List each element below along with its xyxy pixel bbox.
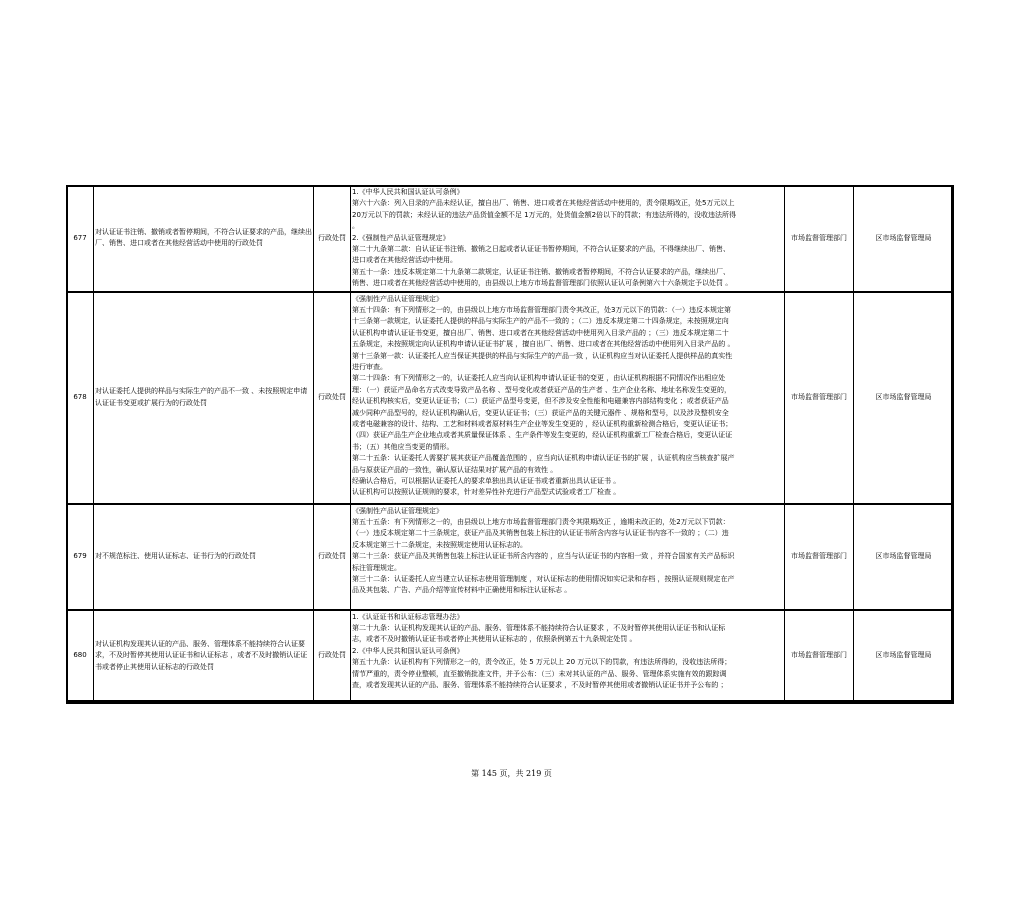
basis-line: 十三条第一款规定，认证委托人提供的样品与实际生产的产品不一致的 ；（二）违反本规定第二十四条规定，未按照规定向 <box>352 317 729 326</box>
basis-line: 志，或者不及时撤销认证证书或者停止其使用认证标志的 ，依照条例第五十九条规定处罚 。 <box>352 635 637 644</box>
basis-line: 标注管理规定。 <box>352 563 401 572</box>
basis-line: 第二十四条：有下列情形之一的，认证委托人应当向认证机构申请认证证书的变更 ，由认证机构根据不同情况作出相应处 <box>352 374 726 383</box>
basis-line: （一）违反本规定第二十三条规定，获证产品及其销售包装上标注的认证证书所含内容与认证证书内容不一致的 ；（二）违 <box>352 529 729 538</box>
basis-line: 反本规定第三十二条规定，未按照规定使用认证标志的。 <box>352 540 527 549</box>
category-cell: 行政处罚 <box>314 504 351 610</box>
category-cell: 行政处罚 <box>314 292 351 504</box>
item-number: 678 <box>67 292 94 504</box>
basis-line: 1.《认证证书和认证标志管理办法》 <box>352 612 464 621</box>
basis-line: 第十三条第一款：认证委托人应当保证其提供的样品与实际生产的产品一致 ，认证机构应当对认证委托人提供样品的真实性 <box>352 351 733 360</box>
basis-line: 五条规定，未按照规定向认证机构申请认证证书扩展 ，擅自出厂、销售、进口或者在其他经营活动中使用列入目录产品的 。 <box>352 340 735 349</box>
table-row <box>67 292 954 504</box>
basis-line: 第五十五条：有下列情形之一的，由县级以上地方市场监督管理部门责令其限期改正 ，逾期未改正的，处2万元以下罚款： <box>352 517 730 526</box>
table-row <box>67 186 954 292</box>
page-footer: 第 145 页，共 219 页 <box>471 769 552 778</box>
item-number: 679 <box>67 504 94 610</box>
basis-line: 2.《强制性产品认证管理规定》 <box>352 233 450 242</box>
regulation-table <box>66 185 954 704</box>
legal-basis <box>351 504 785 610</box>
level-cell: 区市场监督管理局 <box>854 610 954 703</box>
basis-line: 认证机构可以按照认证规则的要求，针对差异性补充进行产品型式试验或者工厂检查 。 <box>352 488 621 497</box>
department-cell: 市场监督管理部门 <box>785 504 854 610</box>
department-cell: 市场监督管理部门 <box>785 292 854 504</box>
basis-line: 理：（一）获证产品命名方式改变导致产品名称 、型号变化或者获证产品的生产者 、生产企业名称、地址名称发生变更的， <box>352 385 731 394</box>
legal-basis <box>351 610 785 703</box>
basis-line: 进口或者在其他经营活动中使用。 <box>352 256 457 265</box>
category-cell: 行政处罚 <box>314 186 351 292</box>
basis-line: 《强制性产品认证管理规定》 <box>352 294 443 303</box>
basis-line: 认证机构申请认证证书变更，擅自出厂、销售、进口或者在其他经营活动中使用列入目录产品的 ；（三）违反本规定第二十 <box>352 328 729 337</box>
basis-line: 书；（五）其他应当变更的情形。 <box>352 442 454 451</box>
basis-line: 情节严重的，责令停业整顿，直至撤销批准文件，并予公布：（三）未对其认证的产品、服务、管理体系实施有效的跟踪调 <box>352 669 727 678</box>
level-cell: 区市场监督管理局 <box>854 504 954 610</box>
basis-line: 品及其包装、广告、产品介绍等宣传材料中正确使用和标注认证标志 。 <box>352 586 572 595</box>
department-cell: 市场监督管理部门 <box>785 610 854 703</box>
legal-basis <box>351 186 785 292</box>
basis-line: 第二十五条：认证委托人需要扩展其获证产品覆盖范围的 ，应当向认证机构申请认证证书的扩展 ，认证机构应当核查扩展产 <box>352 454 735 463</box>
basis-line: 品与原获证产品的一致性，确认原认证结果对扩展产品的有效性 。 <box>352 465 558 474</box>
basis-line: 第五十一条：违反本规定第二十九条第二款规定，认证证书注销、撤销或者暂停期间，不符合认证要求的产品，继续出厂、 <box>352 267 730 276</box>
level-cell: 区市场监督管理局 <box>854 186 954 292</box>
basis-line: 经确认合格后，可以根据认证委托人的要求单独出具认证证书或者重新出具认证证书 。 <box>352 477 621 485</box>
basis-line: 第六十六条：列入目录的产品未经认证，擅自出厂、销售、进口或者在其他经营活动中使用的，责令限期改正，处5万元以上 <box>352 199 735 208</box>
table-row <box>67 504 954 610</box>
table-body <box>67 186 954 703</box>
matter-name: 对认证委托人提供的样品与实际生产的产品不一致 、未按照规定申请认证证书变更或扩展行为的行政处罚 <box>94 292 314 504</box>
legal-basis <box>351 292 785 504</box>
basis-line: 第五十四条：有下列情形之一的，由县级以上地方市场监督管理部门责令其改正，处3万元以下的罚款：（一）违反本规定第 <box>352 305 731 314</box>
basis-line: 第二十三条：获证产品及其销售包装上标注认证证书所含内容的 ，应当与认证证书的内容相一致 ，并符合国家有关产品标识 <box>352 552 735 561</box>
basis-line: 减少同种产品型号的，经认证机构确认后，变更认证证书；（三）获证产品的关键元器件 、规格和型号，以及涉及整机安全 <box>352 408 729 417</box>
basis-line: 第五十九条：认证机构有下列情形之一的，责令改正，处 5 万元以上 20 万元以下的罚款，有违法所得的，没收违法所得； <box>352 658 732 667</box>
matter-name: 对认证证书注销、撤销或者暂停期间，不符合认证要求的产品，继续出厂、销售、进口或者在其他经营活动中使用的行政处罚 <box>94 186 314 292</box>
basis-line: 第二十九条：认证机构发现其认证的产品、服务、管理体系不能持续符合认证要求 ，不及时暂停其使用认证证书和认证标 <box>352 623 726 632</box>
basis-line: 销售、进口或者在其他经营活动中使用的，由县级以上地方市场监督管理部门依照认证认可条例第六十六条规定予以处罚 。 <box>352 279 733 288</box>
basis-line: 或者电磁兼容的设计、结构、工艺和材料或者原材料生产企业等发生变更的 ，经认证机构重新检测合格后，变更认证证书； <box>352 419 733 428</box>
matter-name: 对认证机构发现其认证的产品、服务、管理体系不能持续符合认证要求，不及时暂停其使用认证证书和认证标志 ，或者不及时撤销认证证书或者停止其使用认证标志的行政处罚 <box>94 610 314 703</box>
basis-line: 进行审查。 <box>352 362 387 371</box>
basis-line: 。 <box>352 222 359 231</box>
table-row <box>67 610 954 703</box>
basis-line: 《强制性产品认证管理规定》 <box>352 506 443 515</box>
basis-line: （四）获证产品生产企业地点或者其质量保证体系 、生产条件等发生变更的，经认证机构重新工厂检查合格后，变更认证证 <box>352 431 733 440</box>
basis-line: 20万元以下的罚款；未经认证的违法产品货值金额不足 1万元的，处货值金额2倍以下的罚款；有违法所得的，没收违法所得 <box>352 210 737 219</box>
department-cell: 市场监督管理部门 <box>785 186 854 292</box>
basis-line: 第二十九条第二款：自认证证书注销、撤销之日起或者认证证书暂停期间，不符合认证要求的产品，不得继续出厂、销售、 <box>352 245 730 254</box>
item-number: 680 <box>67 610 94 703</box>
basis-line: 经认证机构核实后，变更认证证书；（二）获证产品型号变更，但不涉及安全性能和电磁兼容内部结构变化 ；或者获证产品 <box>352 397 729 406</box>
matter-name: 对不规范标注、使用认证标志、证书行为的行政处罚 <box>94 504 314 610</box>
level-cell: 区市场监督管理局 <box>854 292 954 504</box>
category-cell: 行政处罚 <box>314 610 351 703</box>
basis-line: 查，或者发现其认证的产品、服务、管理体系不能持续符合认证要求 ，不及时暂停其使用或者撤销认证证书并予公布的 ； <box>352 680 728 689</box>
basis-line: 2.《中华人民共和国认证认可条例》 <box>352 646 464 655</box>
item-number: 677 <box>67 186 94 292</box>
basis-line: 第三十二条：认证委托人应当建立认证标志使用管理制度 ，对认证标志的使用情况如实记录和存档 ，按照认证规则规定在产 <box>352 574 735 583</box>
basis-line: 1.《中华人民共和国认证认可条例》 <box>352 188 464 196</box>
